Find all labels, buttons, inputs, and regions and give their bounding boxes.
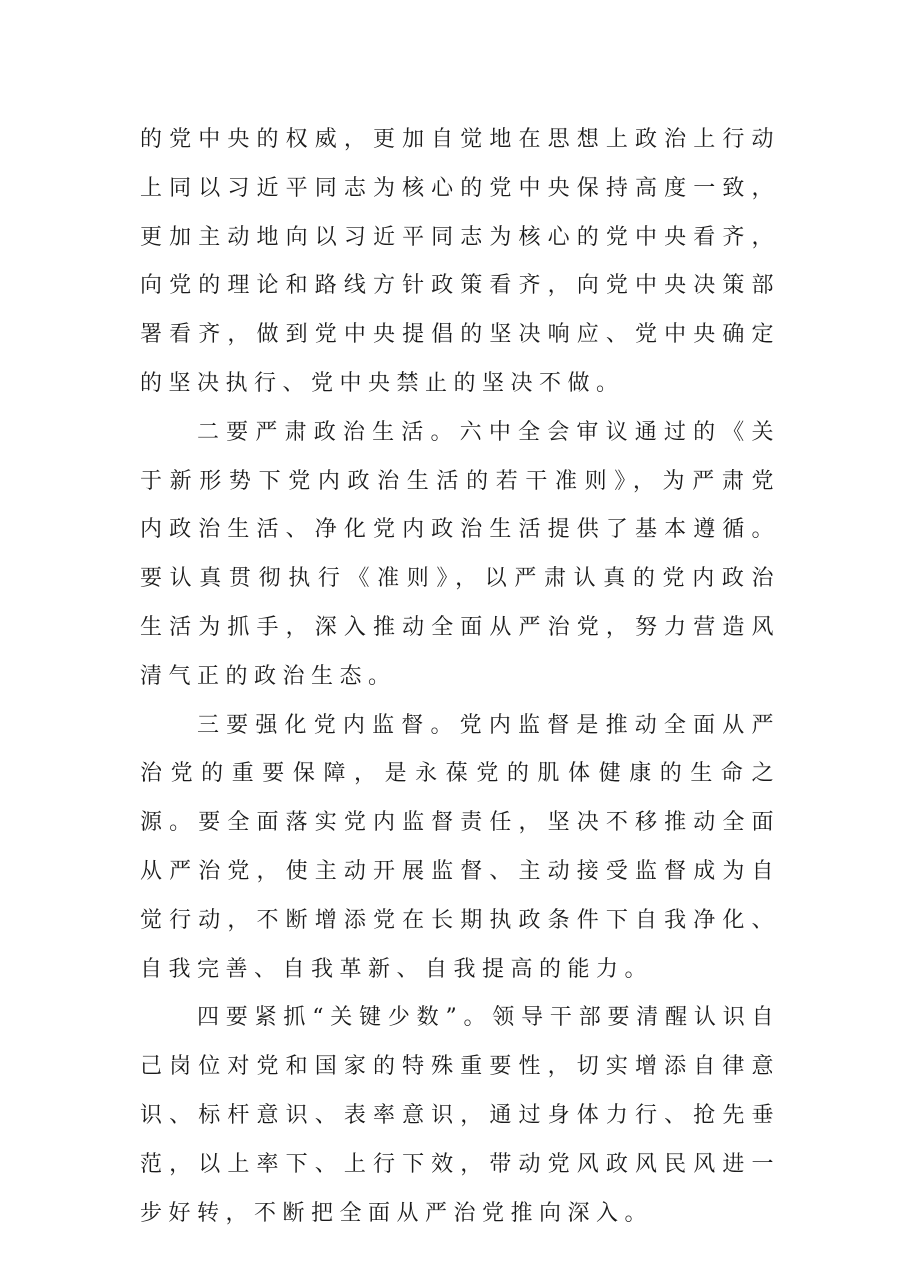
paragraph-intra-party-supervision: 三要强化党内监督。党内监督是推动全面从严治党的重要保障，是永葆党的肌体健康的生命之源。要全面落实党内监督责任，坚决不移推动全面从严治党，使主动开展监督、主动接受监督成为自觉行动，不断增添党在长期执政条件下自我净化、自我完善、自我革新、自我提高的能力。	[140, 712, 780, 982]
paragraph-continuation: 的党中央的权威，更加自觉地在思想上政治上行动上同以习近平同志为核心的党中央保持高度一致，更加主动地向以习近平同志为核心的党中央看齐，向党的理论和路线方针政策看齐，向党中央决策部署看齐，做到党中央提倡的坚决响应、党中央确定的坚决执行、党中央禁止的坚决不做。	[140, 127, 780, 396]
paragraph-strict-political-life: 二要严肃政治生活。六中全会审议通过的《关于新形势下党内政治生活的若干准则》，为严肃党内政治生活、净化党内政治生活提供了基本遵循。要认真贯彻执行《准则》，以严肃认真的党内政治生活为抓手，深入推动全面从严治党，努力营造风清气正的政治生态。	[140, 419, 780, 689]
document-body	[140, 116, 780, 1238]
paragraph-key-minority: 四要紧抓“关键少数”。领导干部要清醒认识自己岗位对党和国家的特殊重要性，切实增添自律意识、标杆意识、表率意识，通过身体力行、抢先垂范，以上率下、上行下效，带动党风政风民风进一步好转，不断把全面从严治党推向深入。	[140, 1005, 780, 1226]
